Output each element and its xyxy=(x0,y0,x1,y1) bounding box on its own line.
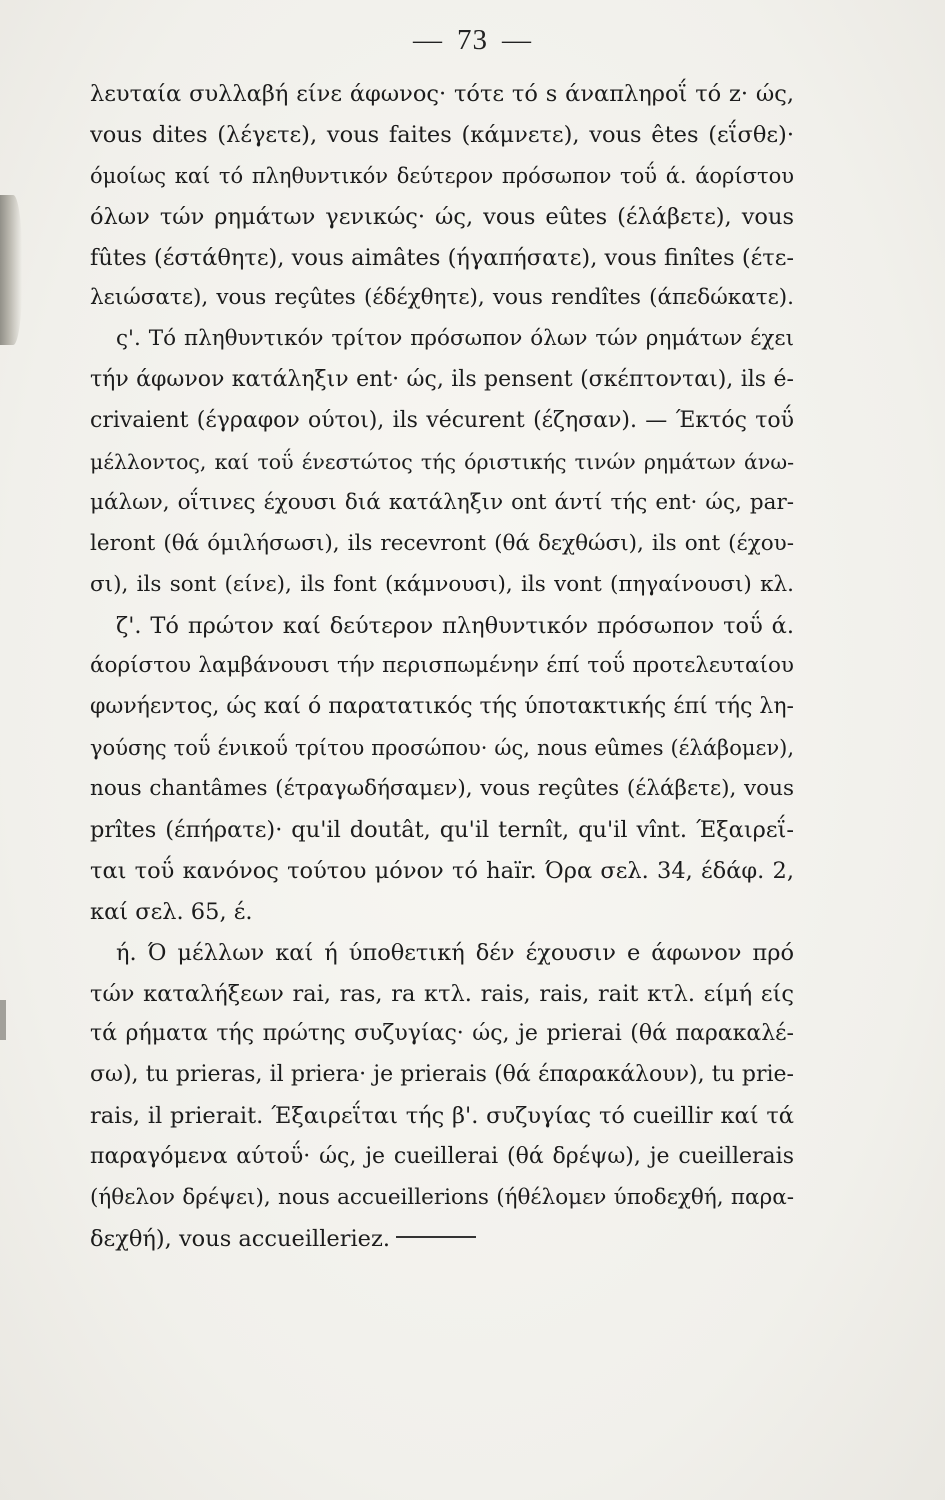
text-line: παραγόμενα αύτοΰ· ώς, je cueillerai (θά δρέψω), je cueillerais xyxy=(90,1144,794,1170)
text-line: φωνήεντος, ώς καί ό παρατατικός τής ύποτακτικής έπί τής λη- xyxy=(90,694,794,720)
text-line: vous dites (λέγετε), vous faites (κάμνετε), vous êtes (εΐσθε)· xyxy=(90,121,794,148)
text-line: ς'. Τό πληθυντικόν τρίτον πρόσωπον όλων τών ρημάτων έχει xyxy=(116,326,794,352)
body-text xyxy=(90,74,794,1260)
text-line: τήν άφωνον κατάληξιν ent· ώς, ils pensent (σκέπτονται), ils é- xyxy=(90,367,794,393)
text-line: μέλλοντος, καί τοΰ ένεστώτος τής όριστικής τινών ρημάτων άνω- xyxy=(90,450,794,475)
text-line: τά ρήματα τής πρώτης συζυγίας· ώς, je prierai (θά παρακαλέ- xyxy=(90,1021,794,1047)
text-line: μάλων, οΐτινες έχουσι διά κατάληξιν ont άντί τής ent· ώς, par- xyxy=(90,489,794,515)
text-line: leront (θά όμιλήσωσι), ils recevront (θά δεχθώσι), ils ont (έχου- xyxy=(90,530,794,556)
header-dash-left: — xyxy=(413,24,443,56)
text-line: όμοίως καί τό πληθυντικόν δεύτερον πρόσωπον τοΰ ά. άορίστου xyxy=(90,163,794,188)
page-header xyxy=(0,24,945,57)
text-line: καί σελ. 65, έ. xyxy=(90,898,253,925)
header-dash-right: — xyxy=(502,24,532,56)
text-line: fûtes (έστάθητε), vous aimâtes (ήγαπήσατε), vous finîtes (έτε- xyxy=(90,244,794,271)
text-line: λευταία συλλαβή είνε άφωνος· τότε τό s άναπληροΐ τό z· ώς, xyxy=(90,81,794,107)
text-line: crivaient (έγραφον ούτοι), ils vécurent (έζησαν). — Έκτός τοΰ xyxy=(90,408,794,434)
text-line: τών καταλήξεων rai, ras, ra κτλ. rais, rais, rait κτλ. είμή είς xyxy=(90,980,794,1007)
page-edge-mark xyxy=(0,1000,6,1040)
text-line: prîtes (έπήρατε)· qu'il doutât, qu'il ternît, qu'il vînt. Έξαιρεΐ- xyxy=(90,817,794,844)
text-line: ται τοΰ κανόνος τούτου μόνον τό haïr. Όρα σελ. 34, έδάφ. 2, xyxy=(90,857,794,884)
text-line: σι), ils sont (είνε), ils font (κάμνουσι), ils vont (πηγαίνουσι) κλ. xyxy=(90,571,794,597)
text-line: rais, il prierait. Έξαιρεΐται τής β'. συζυγίας τό cueillir καί τά xyxy=(90,1103,794,1130)
text-line: nous chantâmes (έτραγωδήσαμεν), vous reçûtes (έλάβετε), vous xyxy=(90,776,794,802)
text-line: σω), tu prieras, il priera· je prierais (θά έπαρακάλουν), tu prie- xyxy=(90,1062,794,1088)
text-line: ζ'. Τό πρώτον καί δεύτερον πληθυντικόν πρόσωπον τοΰ ά. xyxy=(116,612,794,639)
text-line: (ήθελον δρέψει), nous accueillerions (ήθέλομεν ύποδεχθή, παρα- xyxy=(90,1185,794,1211)
page-number: 73 xyxy=(457,24,488,56)
section-rule xyxy=(396,1236,476,1238)
page-edge-stain xyxy=(0,195,22,345)
text-line: δεχθή), vous accueilleriez. xyxy=(90,1225,390,1252)
text-line: όλων τών ρημάτων γενικώς· ώς, vous eûtes (έλάβετε), vous xyxy=(90,203,794,230)
text-line: λειώσατε), vous reçûtes (έδέχθητε), vous rendîtes (άπεδώκατε). xyxy=(90,285,794,311)
text-line: ή. Ό μέλλων καί ή ύποθετική δέν έχουσιν e άφωνον πρό xyxy=(116,939,794,966)
text-line: γούσης τοΰ ένικοΰ τρίτου προσώπου· ώς, nous eûmes (έλάβομεν), xyxy=(90,736,794,761)
text-line: άορίστου λαμβάνουσι τήν περισπωμένην έπί τοΰ προτελευταίου xyxy=(90,653,794,679)
